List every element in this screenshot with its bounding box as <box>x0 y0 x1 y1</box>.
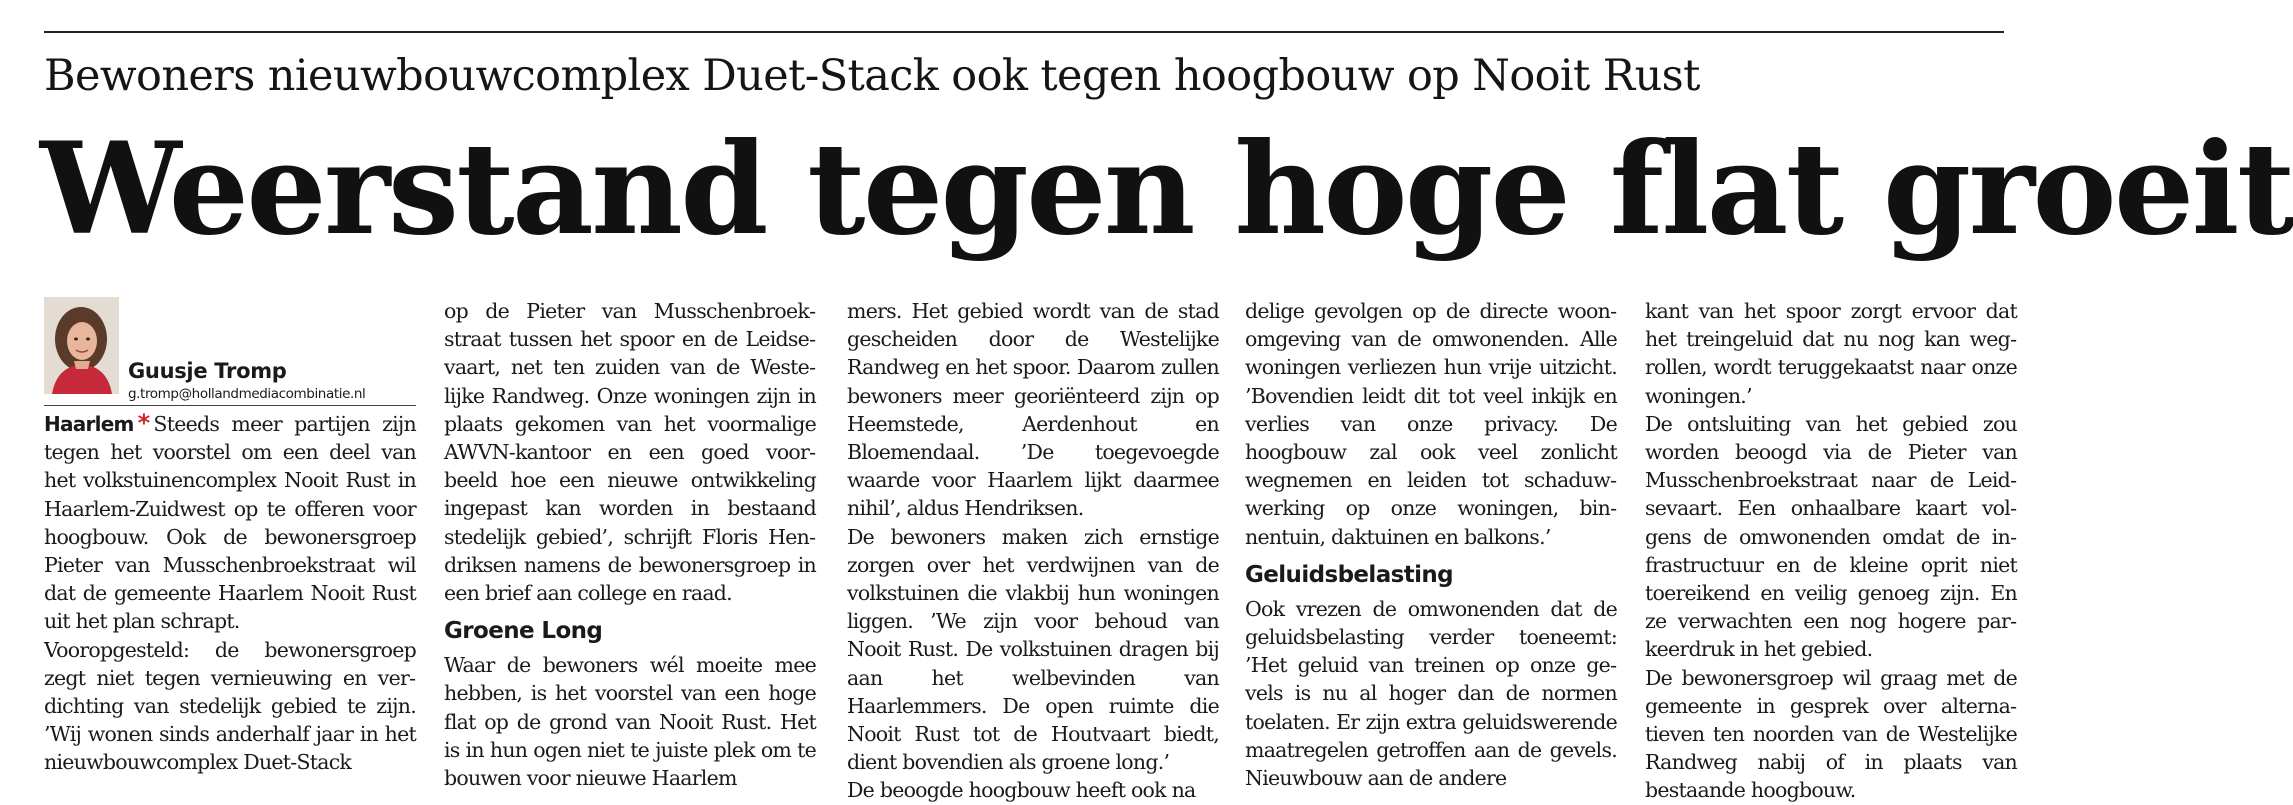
body-paragraph: delige gevolgen op de directe woonomgeving van de omwonenden. Alle woningen verliezen hun vrije uitzicht. ’Bovendien leidt dit tot veel inkijk en verlies van onze privacy. De hoogbouw zal ook veel zonlicht wegnemen en leiden tot schaduwwerking op onze woningen, binnentuin, daktuinen en balkons.’ <box>1245 299 1617 549</box>
body-paragraph: De bewoners maken zich ernstige zorgen over het verdwijnen van de volkstuinen die vlakbij hun woningen liggen. ’We zijn voor behoud van Nooit Rust. De volkstuinen dragen bij aan het welbevinden van Haarlemmers. De open ruimte die Nooit Rust tot de Houtvaart biedt, dient bovendien als groene long.’ <box>847 524 1219 775</box>
article-kicker: Bewoners nieuwbouwcomplex Duet-Stack ook tegen hoogbouw op Nooit Rust <box>44 51 1700 101</box>
body-paragraph: mers. Het gebied wordt van de stad gescheiden door de Westelijke Randweg en het spoor. Daarom zullen bewoners meer georiënteerd zijn op Heemstede, Aerdenhout en Bloemendaal. ’De toegevoegde waarde voor Haarlem lijkt daarmee nihil’, aldus Hendriksen. <box>847 299 1219 521</box>
column-3 <box>847 297 1219 805</box>
body-paragraph: Waar de bewoners wél moeite mee hebben, is het voorstel van een hoge flat op de grond van Nooit Rust. Het is in hun ogen niet te juiste plek om te bouwen voor nieuwe Haarlem <box>444 653 816 791</box>
dateline: Haarlem <box>44 412 134 436</box>
byline <box>44 297 416 405</box>
body-paragraph: De ontsluiting van het gebied zou worden beoogd via de Pieter van Musschenbroekstraat naar de Leidsevaart. Een onhaalbare kaart volgens de omwonenden omdat de infrastructuur en de kleine oprit niet toereikend en veilig genoeg zijn. En ze verwachten een nog hogere parkeerdruk in het gebied. <box>1645 411 2017 662</box>
column-2 <box>444 297 816 792</box>
body-paragraph: op de Pieter van Musschenbroekstraat tussen het spoor en de Leidsevaart, net ten zuiden van de Westelijke Randweg. Onze woningen zijn in plaats gekomen van het voormalige AWVN-kantoor en een goed voorbeeld hoe een nieuwe ontwikkeling ingepast kan worden in bestaand stedelijk gebied’, schrijft Floris Hendriksen namens de bewonersgroep in een brief aan college en raad. <box>444 299 816 606</box>
body-paragraph: kant van het spoor zorgt ervoor dat het treingeluid dat nu nog kan wegrollen, wordt teruggekaatst naar onze woningen.’ <box>1645 299 2017 408</box>
body-paragraph: Ook vrezen de omwonenden dat de geluidsbelasting verder toeneemt: ’Het geluid van treinen op onze gevels is nu al hoger dan de normen toelaten. Er zijn extra geluidswerende maatregelen getroffen aan de gevels. Nieuwbouw aan de andere <box>1245 596 1617 791</box>
column-1 <box>44 297 416 777</box>
top-rule <box>44 31 2004 33</box>
column-4 <box>1245 297 1617 792</box>
body-paragraph: Vooropgesteld: de bewonersgroep zegt niet tegen vernieuwing en verdichting van stedelijk gebied te zijn. ’Wij wonen sinds anderhalf jaar in het nieuwbouwcomplex Duet-Stack <box>44 637 416 775</box>
author-email[interactable]: g.tromp@hollandmediacombinatie.nl <box>128 386 366 402</box>
intro-paragraph <box>44 409 416 636</box>
body-paragraph: De beoogde hoogbouw heeft ook na <box>847 778 1196 803</box>
article-body <box>44 297 2017 803</box>
byline-rule <box>44 405 416 406</box>
intro-text: Steeds meer partijen zijn tegen het voorstel om een deel van het volkstuinencomplex Nooit Rust in Haarlem-Zuidwest op te offeren voor hoogbouw. Ook de bewonersgroep Pieter van Musschenbroekstraat wil dat de gemeente Haarlem Nooit Rust uit het plan schrapt. <box>44 412 416 634</box>
subheading-geluidsbelasting: Geluidsbelasting <box>1245 561 1454 588</box>
subheading-groene-long: Groene Long <box>444 618 603 645</box>
dateline-asterisk-icon: * <box>137 409 150 437</box>
article-headline: Weerstand tegen hoge flat groeit <box>40 115 2293 263</box>
author-name: Guusje Tromp <box>128 359 287 383</box>
column-5 <box>1645 297 2017 805</box>
author-photo <box>44 297 119 394</box>
body-paragraph: De bewonersgroep wil graag met de gemeente in gesprek over alternatieven ten noorden van de Westelijke Randweg nabij of in plaats van bestaande hoogbouw. <box>1645 665 2017 803</box>
